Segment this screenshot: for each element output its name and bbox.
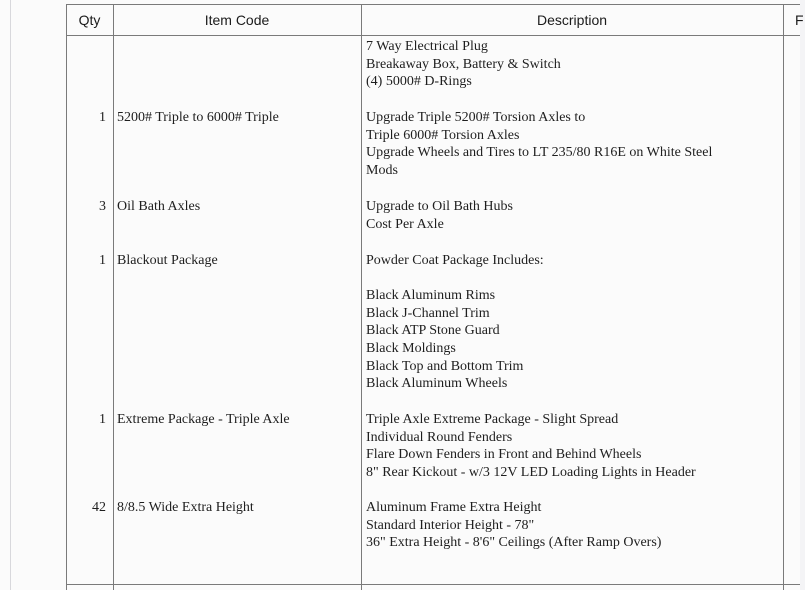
row-description [366, 109, 712, 179]
description-line: Black ATP Stone Guard [366, 323, 500, 339]
description-line: (4) 5000# D-Rings [366, 74, 472, 90]
description-line: Aluminum Frame Extra Height [366, 500, 542, 515]
description-line: Black Aluminum Wheels [366, 376, 508, 392]
header-bottom-border [66, 35, 800, 36]
row-description [366, 198, 513, 233]
table-bottom-border [66, 584, 800, 585]
description-line: Cost Per Axle [366, 216, 444, 232]
description-line: Powder Coat Package Includes: [366, 253, 544, 268]
row-description [366, 499, 661, 552]
description-line: Upgrade Wheels and Tires to LT 235/80 R16E on White Steel [366, 145, 713, 161]
row-description [366, 411, 696, 481]
description-line: Upgrade to Oil Bath Hubs [366, 199, 513, 214]
header-cut-off: F [795, 12, 804, 28]
description-line: Flare Down Fenders in Front and Behind Wheels [366, 447, 642, 463]
header-item-code: Item Code [204, 12, 270, 28]
description-line: Individual Round Fenders [366, 429, 513, 445]
description-line: Upgrade Triple 5200# Torsion Axles to [366, 110, 586, 125]
description-line [366, 270, 544, 288]
row-description [366, 252, 544, 393]
description-line: Black Moldings [366, 340, 456, 356]
table-top-border [66, 4, 800, 5]
description-line: Triple Axle Extreme Package - Slight Spread [366, 412, 619, 427]
qty-column-divider [113, 4, 114, 590]
row-item-code: Blackout Package [117, 253, 218, 268]
row-qty: 1 [99, 110, 106, 125]
row-item-code: 5200# Triple to 6000# Triple [117, 110, 279, 125]
description-line: Mods [366, 162, 398, 178]
description-line: 7 Way Electrical Plug [366, 39, 488, 54]
header-qty: Qty [78, 12, 101, 28]
description-line: Breakaway Box, Battery & Switch [366, 56, 561, 72]
description-line: Black Aluminum Rims [366, 288, 496, 304]
row-qty: 1 [99, 412, 106, 427]
description-line: 36" Extra Height - 8'6" Ceilings (After Ramp Overs) [366, 535, 662, 551]
header-description: Description [536, 12, 608, 28]
description-line: Black J-Channel Trim [366, 305, 490, 321]
description-column-divider [783, 4, 784, 590]
row-item-code: Oil Bath Axles [117, 199, 201, 214]
row-item-code: Extreme Package - Triple Axle [117, 412, 290, 427]
row-qty: 1 [99, 253, 106, 268]
description-line: Triple 6000# Torsion Axles [366, 127, 520, 143]
row-item-code: 8/8.5 Wide Extra Height [117, 500, 254, 515]
page-edge [10, 0, 11, 590]
row-qty: 3 [99, 199, 106, 214]
item-code-column-divider [361, 4, 362, 590]
description-line: 8" Rear Kickout - w/3 12V LED Loading Lights in Header [366, 464, 696, 480]
row-qty: 42 [92, 500, 106, 515]
row-description [366, 38, 561, 91]
description-line: Standard Interior Height - 78" [366, 517, 535, 533]
description-line: Black Top and Bottom Trim [366, 358, 524, 374]
